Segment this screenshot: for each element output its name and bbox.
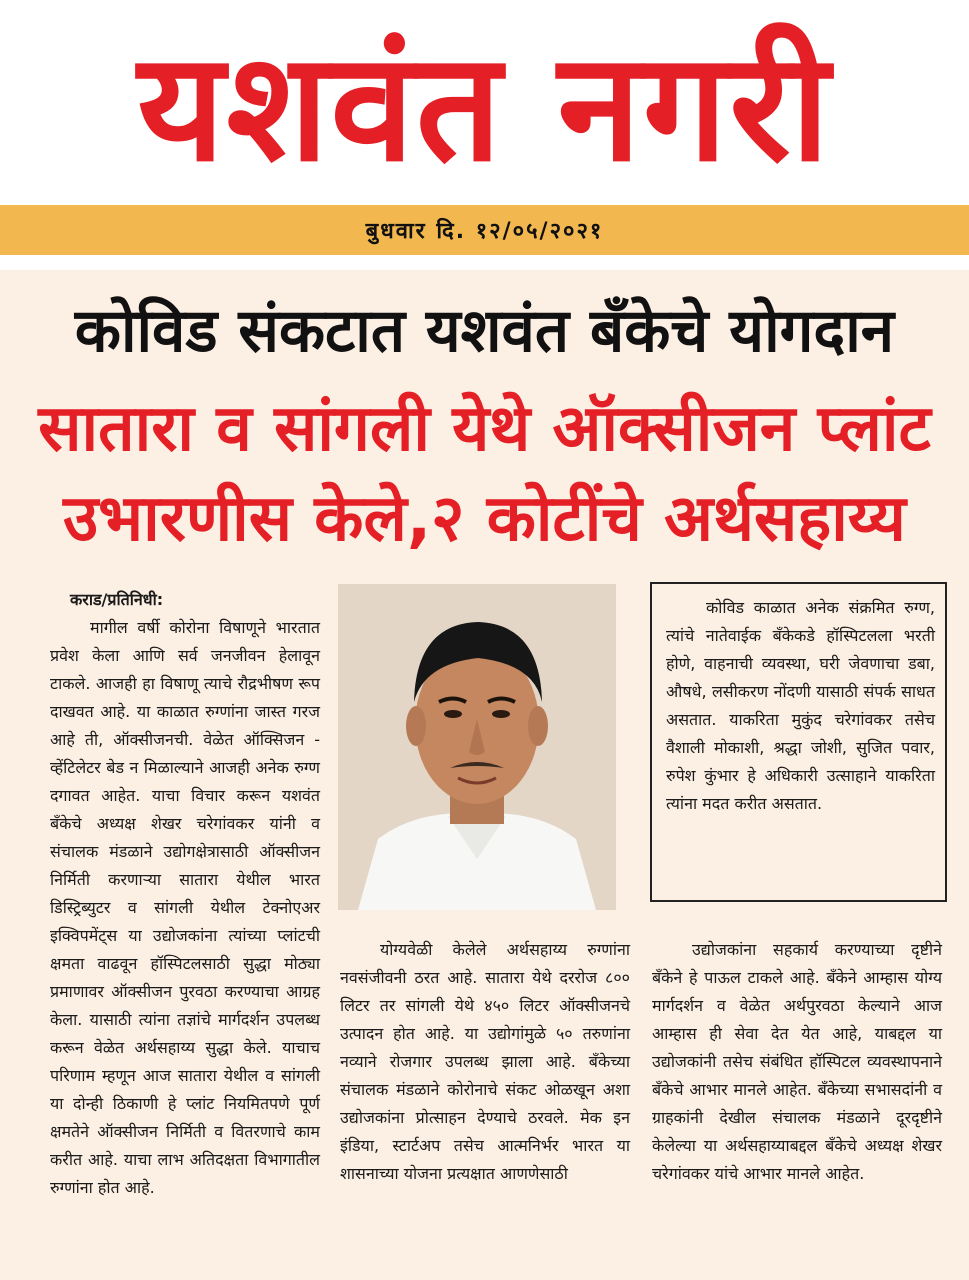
- sidebar-box: [650, 582, 947, 902]
- sidebar-box-text: कोविड काळात अनेक संक्रमित रुग्ण, त्यांचे नातेवाईक बँकेकडे हॉस्पिटलला भरती होणे, वाहनाची व्यवस्था, घरी जेवणाचा डबा, औषधे, लसीकरण नोंदणी यासाठी संपर्क साधत असतात. याकरिता मुकुंद चरेगांवकर तसेच वैशाली मोकाशी, श्रद्धा जोशी, सुजित पवार, रुपेश कुंभार हे अधिकारी उत्साहाने याकरिता त्यांना मदत करीत असतात.: [666, 598, 935, 813]
- masthead: [0, 0, 969, 205]
- article-column-3: [652, 936, 942, 1188]
- newspaper-title: यशवंत नगरी: [137, 21, 832, 195]
- column-1-text: मागील वर्षी कोरोना विषाणूने भारतात प्रवेश केला आणि सर्व जनजीवन हेलावून टाकले. आजही हा विषाणू त्याचे रौद्रभीषण रूप दाखवत आहे. या काळात रुग्णांना जास्त गरज आहे ती, ऑक्सीजनची. वेळेत ऑक्सिजन - व्हेंटिलेटर बेड न मिळाल्याने आजही अनेक रुग्ण दगावत आहेत. याचा विचार करून यशवंत बँकेचे अध्यक्ष शेखर चरेगांवकर यांनी व संचालक मंडळाने उद्योगक्षेत्रासाठी ऑक्सीजन निर्मिती करणाऱ्या सातारा येथील भारत डिस्ट्रिब्युटर व सांगली येथील टेक्नोएअर इक्विपमेंट्स या उद्योजकांना त्यांच्या प्लांटची क्षमता वाढवून हॉस्पिटलसाठी सुद्धा मोठ्या प्रमाणावर ऑक्सीजन पुरवठा करण्याचा आग्रह केला. यासाठी त्यांना तज्ञांचे मार्गदर्शन उपलब्ध करून वेळेत अर्थसहाय्य सुद्धा केले. याचाच परिणाम म्हणून आज सातारा येथील व सांगली या दोन्ही ठिकाणी हे प्लांट नियमितपणे पूर्ण क्षमतेने ऑक्सीजन निर्मिती व वितरणाचे काम करीत आहे. याचा लाभ अतिदक्षता विभागातील रुग्णांना होत आहे.: [50, 618, 320, 1197]
- headline-secondary-line1: सातारा व सांगली येथे ऑक्सीजन प्लांट: [38, 392, 931, 466]
- date-band: [0, 205, 969, 255]
- headline-secondary-line2: उभारणीस केले,२ कोटींचे अर्थसहाय्य: [63, 482, 906, 556]
- issue-date: बुधवार दि. १२/०५/२०२१: [365, 219, 604, 244]
- column-2-text: योग्यवेळी केलेले अर्थसहाय्य रुग्णांना नवसंजीवनी ठरत आहे. सातारा येथे दररोज ८०० लिटर तर सांगली येथे ४५० लिटर ऑक्सीजनचे उत्पादन होत आहे. या उद्योगांमुळे ५० तरुणांना नव्याने रोजगार उपलब्ध झाला आहे. बँकेच्या संचालक मंडळाने कोरोनाचे संकट ओळखून अशा उद्योजकांना प्रोत्साहन देण्याचे ठरवले. मेक इन इंडिया, स्टार्टअप तसेच आत्मनिर्भर भारत या शासनाच्या योजना प्रत्यक्षात आणणेसाठी: [340, 940, 630, 1183]
- headline-primary: कोविड संकटात यशवंत बँकेचे योगदान: [74, 296, 895, 366]
- article-column-1: [50, 586, 320, 1202]
- column-3-text: उद्योजकांना सहकार्य करण्याच्या दृष्टीने बँकेने हे पाऊल टाकले आहे. बँकेने आम्हास योग्य मार्गदर्शन व वेळेत अर्थपुरवठा केल्याने आज आम्हास ही सेवा देत येत आहे, याबद्दल या उद्योजकांनी तसेच संबंधित हॉस्पिटल व्यवस्थापनाने बँकेचे आभार मानले आहेत. बँकेच्या सभासदांनी व ग्राहकांनी देखील संचालक मंडळाने दूरदृष्टीने केलेल्या या अर्थसहाय्याबद्दल बँकेचे अध्यक्ष शेखर चरेगांवकर यांचे आभार मानले आहेत.: [652, 940, 942, 1183]
- portrait-illustration: [338, 584, 616, 910]
- article-column-2: [340, 936, 630, 1188]
- byline: कराड/प्रतिनिधी:: [70, 590, 164, 609]
- portrait-photo: [338, 584, 616, 910]
